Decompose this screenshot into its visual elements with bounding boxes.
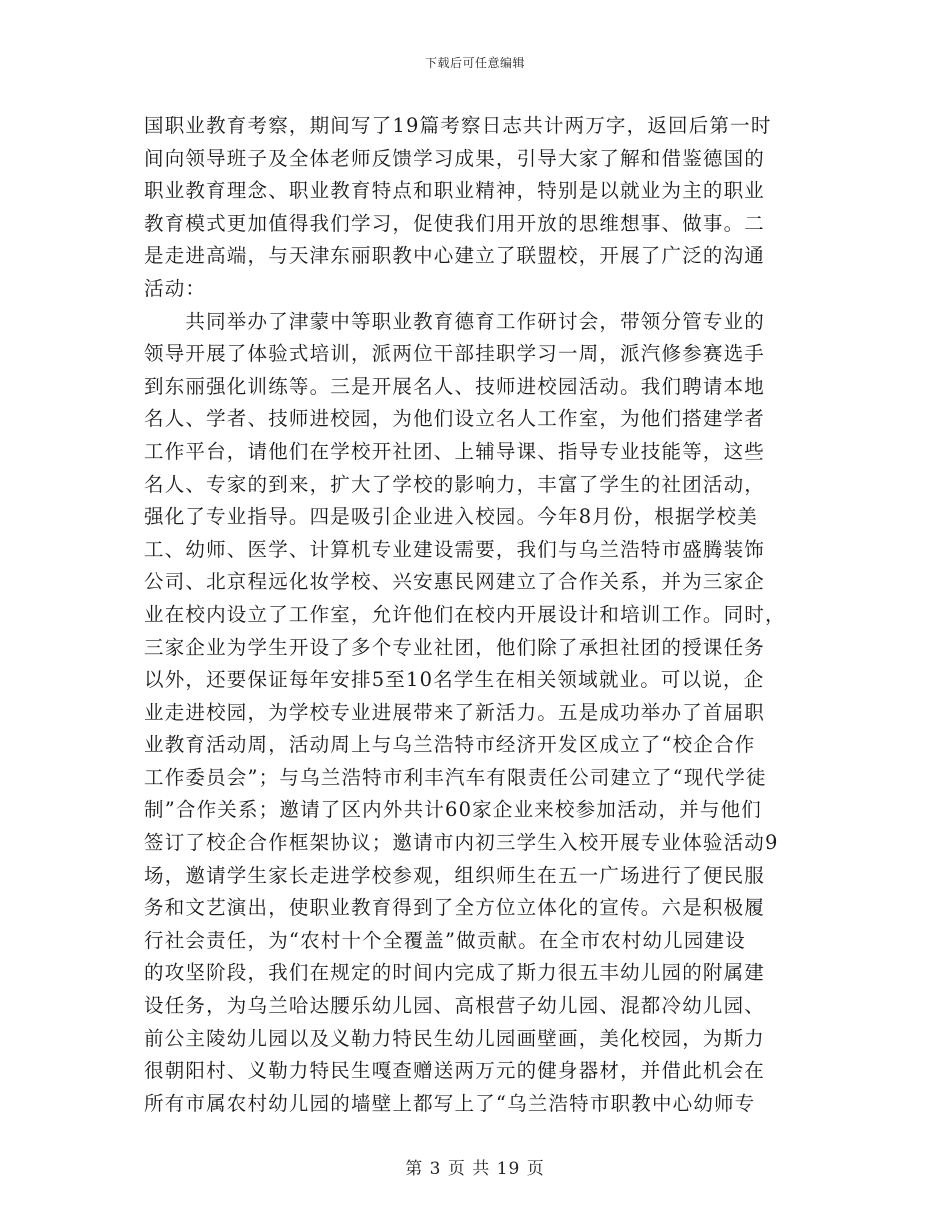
text-line: 工作委员会”；与乌兰浩特市利丰汽车有限责任公司建立了“现代学徒 <box>144 765 767 789</box>
body-text <box>144 110 814 1120</box>
text-line: 场，邀请学生家长走进学校参观，组织师生在五一广场进行了便民服 <box>144 863 766 887</box>
text-line: 名人、学者、技师进校园，为他们设立名人工作室，为他们搭建学者 <box>144 407 766 431</box>
page-number: 第 3 页 共 19 页 <box>405 1159 545 1179</box>
text-line: 三家企业为学生开设了多个专业社团，他们除了承担社团的授课任务 <box>144 635 766 659</box>
text-line: 国职业教育考察，期间写了19篇考察日志共计两万字，返回后第一时 <box>144 114 772 137</box>
text-line: 共同举办了津蒙中等职业教育德育工作研讨会，带领分管专业的 <box>144 309 766 333</box>
text-line: 领导开展了体验式培训，派两位干部挂职学习一周，派汽修参赛选手 <box>144 342 766 366</box>
text-line: 务和文艺演出，使职业教育得到了全方位立体化的宣传。六是积极履 <box>144 896 766 920</box>
text-line: 间向领导班子及全体老师反馈学习成果，引导大家了解和借鉴德国的 <box>144 146 766 170</box>
text-line: 设任务，为乌兰哈达腰乐幼儿园、高根营子幼儿园、混都冷幼儿园、 <box>144 994 766 1018</box>
text-line: 工、幼师、医学、计算机专业建设需要，我们与乌兰浩特市盛腾装饰 <box>144 537 766 561</box>
text-line: 所有市属农村幼儿园的墙壁上都写上了“乌兰浩特市职教中心幼师专 <box>144 1091 756 1115</box>
text-line: 是走进高端，与天津东丽职教中心建立了联盟校，开展了广泛的沟通 <box>144 244 766 268</box>
text-line: 前公主陵幼儿园以及义勒力特民生幼儿园画壁画，美化校园，为斯力 <box>144 1026 766 1050</box>
text-line: 到东丽强化训练等。三是开展名人、技师进校园活动。我们聘请本地 <box>144 374 766 398</box>
text-line: 很朝阳村、义勒力特民生嘎查赠送两万元的健身器材，并借此机会在 <box>144 1059 766 1083</box>
text-line: 行社会责任，为“农村十个全覆盖”做贡献。在全市农村幼儿园建设 <box>144 928 746 952</box>
text-line: 业走进校园，为学校专业进展带来了新活力。五是成功举办了首届职 <box>144 700 766 724</box>
text-line: 公司、北京程远化妆学校、兴安惠民网建立了合作关系，并为三家企 <box>144 570 766 594</box>
text-line: 名人、专家的到来，扩大了学校的影响力，丰富了学生的社团活动， <box>144 472 766 496</box>
text-line: 业教育活动周，活动周上与乌兰浩特市经济开发区成立了“校企合作 <box>144 733 756 757</box>
text-line: 签订了校企合作框架协议；邀请市内初三学生入校开展专业体验活动9 <box>144 831 779 855</box>
text-line: 教育模式更加值得我们学习，促使我们用开放的思维想事、做事。二 <box>144 211 766 235</box>
text-line: 以外，还要保证每年安排5至10名学生在相关领域就业。可以说，企 <box>144 668 765 692</box>
text-line: 活动： <box>144 276 207 300</box>
page-header: 下载后可任意编辑 <box>424 56 525 70</box>
text-line: 工作平台，请他们在学校开社团、上辅导课、指导专业技能等，这些 <box>144 439 766 463</box>
text-line: 制”合作关系；邀请了区内外共计60家企业来校参加活动，并与他们 <box>144 798 762 822</box>
text-line: 的攻坚阶段，我们在规定的时间内完成了斯力很五丰幼儿园的附属建 <box>144 961 766 985</box>
text-line: 业在校内设立了工作室，允许他们在校内开展设计和培训工作。同时， <box>144 602 786 626</box>
text-line: 强化了专业指导。四是吸引企业进入校园。今年8月份，根据学校美 <box>144 505 758 529</box>
text-line: 职业教育理念、职业教育特点和职业精神，特别是以就业为主的职业 <box>144 179 766 203</box>
